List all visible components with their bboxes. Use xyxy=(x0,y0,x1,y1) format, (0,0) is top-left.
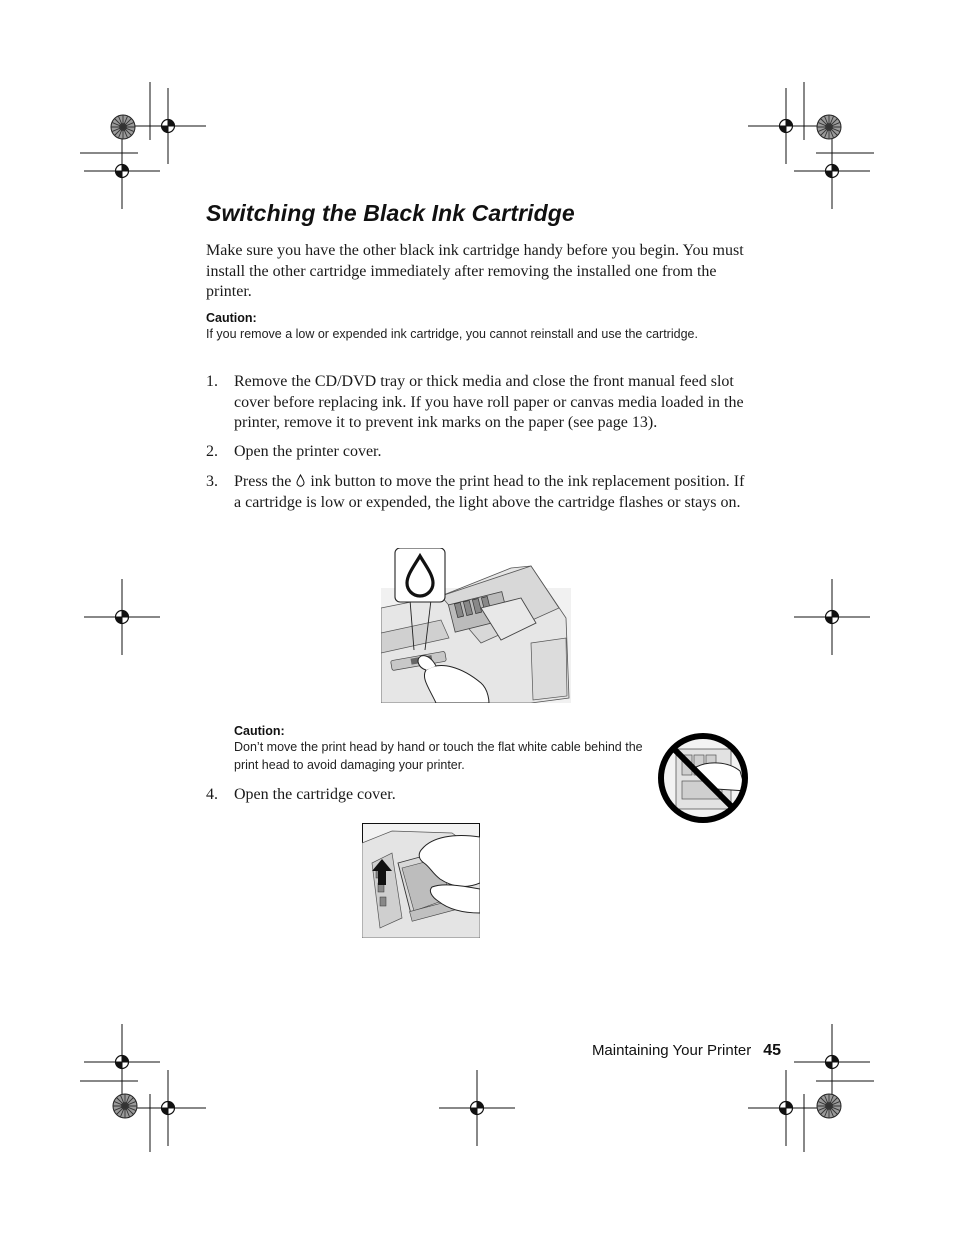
page-footer xyxy=(592,1042,781,1060)
step-number: 2. xyxy=(206,443,218,460)
step-number: 1. xyxy=(206,373,218,390)
step-text-start: Press the xyxy=(234,473,292,490)
step-number: 3. xyxy=(206,473,218,490)
ink-drop-icon xyxy=(296,474,305,487)
step-text-end: ink button to move the print head to the ink replacement position. If a cartridge is low or expended, the light above the cartridge flashes or stays on. xyxy=(234,473,745,511)
step-text: Open the cartridge cover. xyxy=(234,786,396,803)
step-1 xyxy=(206,372,751,434)
caution-note-reinstall xyxy=(206,311,726,343)
caution-text: Don’t move the print head by hand or touch the flat white cable behind the print head to avoid damaging your printer. xyxy=(234,740,643,772)
caution-label: Caution: xyxy=(206,311,257,325)
step-2 xyxy=(206,442,751,463)
step-text: Remove the CD/DVD tray or thick media and close the front manual feed slot cover before replacing ink. If you have roll paper or canvas media loaded in the printer, remove it to prevent ink marks on the paper (see page 13). xyxy=(234,373,744,431)
step-3 xyxy=(206,472,751,513)
caution-label: Caution: xyxy=(234,724,285,738)
page-number: 45 xyxy=(763,1042,781,1059)
intro-paragraph: Make sure you have the other black ink cartridge handy before you begin. You must install the other cartridge immediately after removing the installed one from the printer. xyxy=(206,242,744,300)
open-cartridge-cover-illustration xyxy=(362,823,480,938)
step-number: 4. xyxy=(206,786,218,803)
prohibited-icon xyxy=(656,731,750,825)
press-ink-button-illustration xyxy=(381,548,571,703)
footer-chapter-title: Maintaining Your Printer xyxy=(591,1042,752,1059)
step-4 xyxy=(206,785,751,806)
caution-note-print-head xyxy=(234,724,644,774)
caution-text: If you remove a low or expended ink cartridge, you cannot reinstall and use the cartridge. xyxy=(206,327,698,341)
section-title: Switching the Black Ink Cartridge xyxy=(206,200,575,226)
step-text: Open the printer cover. xyxy=(234,443,382,460)
